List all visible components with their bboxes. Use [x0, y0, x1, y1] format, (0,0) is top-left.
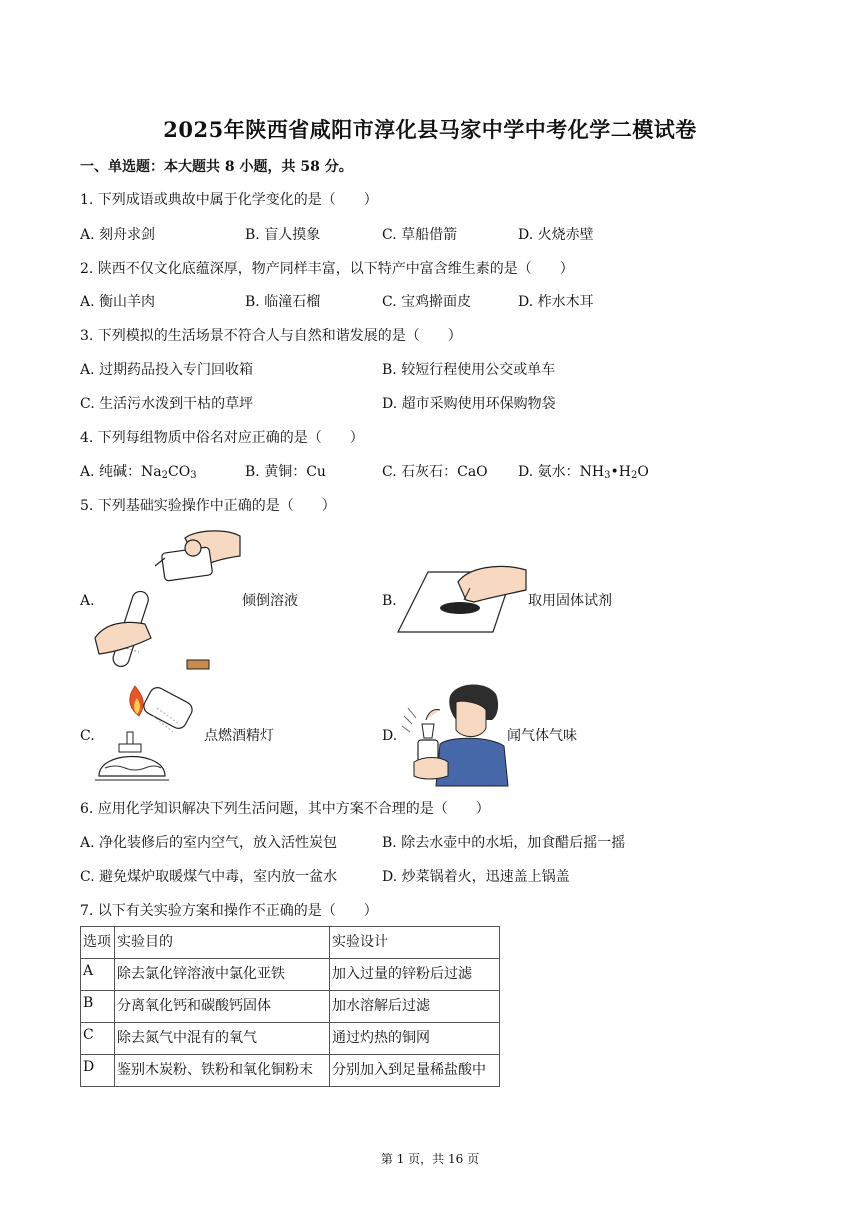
- alcohol-lamp-illustration: [95, 680, 210, 788]
- q2-option-a[interactable]: A. 衡山羊肉: [80, 294, 156, 310]
- q5-option-d-letter[interactable]: D.: [382, 728, 398, 744]
- solid-reagent-illustration: [398, 560, 528, 635]
- q6-option-a[interactable]: A. 净化装修后的室内空气，放入活性炭包: [80, 835, 338, 851]
- page-title: 2025年陕西省咸阳市淳化县马家中学中考化学二模试卷: [163, 117, 697, 142]
- cell-option: C: [81, 1023, 115, 1055]
- cell-design: 加水溶解后过滤: [330, 991, 500, 1023]
- q4-option-b[interactable]: B. 黄铜：Cu: [245, 464, 326, 480]
- section-heading: 一、单选题：本大题共 8 小题，共 58 分。: [80, 159, 353, 175]
- pouring-liquid-illustration: [95, 528, 245, 673]
- header-design: 实验设计: [330, 927, 500, 959]
- cell-option: B: [81, 991, 115, 1023]
- formula-part: Na: [141, 464, 162, 480]
- q1-option-a[interactable]: A. 刻舟求剑: [80, 227, 156, 243]
- q4-option-a[interactable]: [80, 463, 197, 485]
- q5-option-c-caption: 点燃酒精灯: [204, 728, 274, 744]
- formula-part: CO: [168, 464, 191, 480]
- header-purpose: 实验目的: [115, 927, 330, 959]
- question-4-stem: 4. 下列每组物质中俗名对应正确的是（ ）: [80, 430, 364, 446]
- question-3-stem: 3. 下列模拟的生活场景不符合人与自然和谐发展的是（ ）: [80, 328, 462, 344]
- page-footer: 第 1 页，共 16 页: [380, 1152, 480, 1166]
- table-row[interactable]: [81, 959, 500, 991]
- question-2-stem: 2. 陕西不仅文化底蕴深厚，物产同样丰富，以下特产中富含维生素的是（ ）: [80, 261, 574, 277]
- q2-option-b[interactable]: B. 临潼石榴: [245, 294, 321, 310]
- question-1-stem: 1. 下列成语或典故中属于化学变化的是（ ）: [80, 192, 378, 208]
- q6-option-b[interactable]: B. 除去水壶中的水垢，加食醋后摇一摇: [382, 835, 626, 851]
- q4-option-a-label: A. 纯碱：: [80, 464, 142, 480]
- formula-subscript: 2: [161, 470, 168, 481]
- question-7-stem: 7. 以下有关实验方案和操作不正确的是（ ）: [80, 903, 378, 919]
- q3-option-d[interactable]: D. 超市采购使用环保购物袋: [382, 396, 556, 412]
- question-5-stem: 5. 下列基础实验操作中正确的是（ ）: [80, 498, 336, 514]
- q1-option-c[interactable]: C. 草船借箭: [382, 227, 458, 243]
- cell-purpose: 分离氧化钙和碳酸钙固体: [115, 991, 330, 1023]
- q6-option-c[interactable]: C. 避免煤炉取暖煤气中毒，室内放一盆水: [80, 869, 338, 885]
- table-row[interactable]: [81, 1055, 500, 1087]
- table-row[interactable]: [81, 1023, 500, 1055]
- cell-design: 通过灼热的铜网: [330, 1023, 500, 1055]
- q6-option-d[interactable]: D. 炒菜锅着火，迅速盖上锅盖: [382, 869, 570, 885]
- q1-option-b[interactable]: B. 盲人摸象: [245, 227, 321, 243]
- cell-design: 分别加入到足量稀盐酸中: [330, 1055, 500, 1087]
- formula-subscript: 3: [190, 470, 197, 481]
- cell-purpose: 除去氮气中混有的氧气: [115, 1023, 330, 1055]
- experiment-table: [80, 926, 500, 1087]
- cell-design: 加入过量的锌粉后过滤: [330, 959, 500, 991]
- cell-option: D: [81, 1055, 115, 1087]
- header-option: 选项: [81, 927, 115, 959]
- q5-option-b-caption: 取用固体试剂: [528, 593, 612, 609]
- table-row[interactable]: [81, 991, 500, 1023]
- q4-option-d[interactable]: [518, 463, 649, 485]
- formula-part: NH: [579, 464, 605, 480]
- q5-option-c-letter[interactable]: C.: [80, 728, 95, 744]
- formula-part: •H: [610, 464, 631, 480]
- q5-option-a-caption: 倾倒溶液: [242, 593, 298, 609]
- q1-option-d[interactable]: D. 火烧赤壁: [518, 227, 594, 243]
- cell-purpose: 除去氯化锌溶液中氯化亚铁: [115, 959, 330, 991]
- formula-subscript: 3: [604, 470, 611, 481]
- q3-option-a[interactable]: A. 过期药品投入专门回收箱: [80, 362, 254, 378]
- question-6-stem: 6. 应用化学知识解决下列生活问题，其中方案不合理的是（ ）: [80, 801, 490, 817]
- formula-part: O: [637, 464, 649, 480]
- q4-option-c[interactable]: C. 石灰石：CaO: [382, 464, 488, 480]
- q3-option-c[interactable]: C. 生活污水泼到干枯的草坪: [80, 396, 254, 412]
- q5-option-b-letter[interactable]: B.: [382, 593, 397, 609]
- cell-option: A: [81, 959, 115, 991]
- table-header-row: [81, 927, 500, 959]
- q2-option-c[interactable]: C. 宝鸡擀面皮: [382, 294, 472, 310]
- formula-subscript: 2: [630, 470, 638, 481]
- q5-option-d-caption: 闻气体气味: [507, 728, 577, 744]
- cell-purpose: 鉴别木炭粉、铁粉和氧化铜粉末: [115, 1055, 330, 1087]
- q3-option-b[interactable]: B. 较短行程使用公交或单车: [382, 362, 556, 378]
- q5-option-a-letter[interactable]: A.: [80, 593, 95, 609]
- smelling-gas-illustration: [400, 680, 510, 788]
- q2-option-d[interactable]: D. 柞水木耳: [518, 294, 594, 310]
- q4-option-d-label: D. 氨水：: [518, 464, 580, 480]
